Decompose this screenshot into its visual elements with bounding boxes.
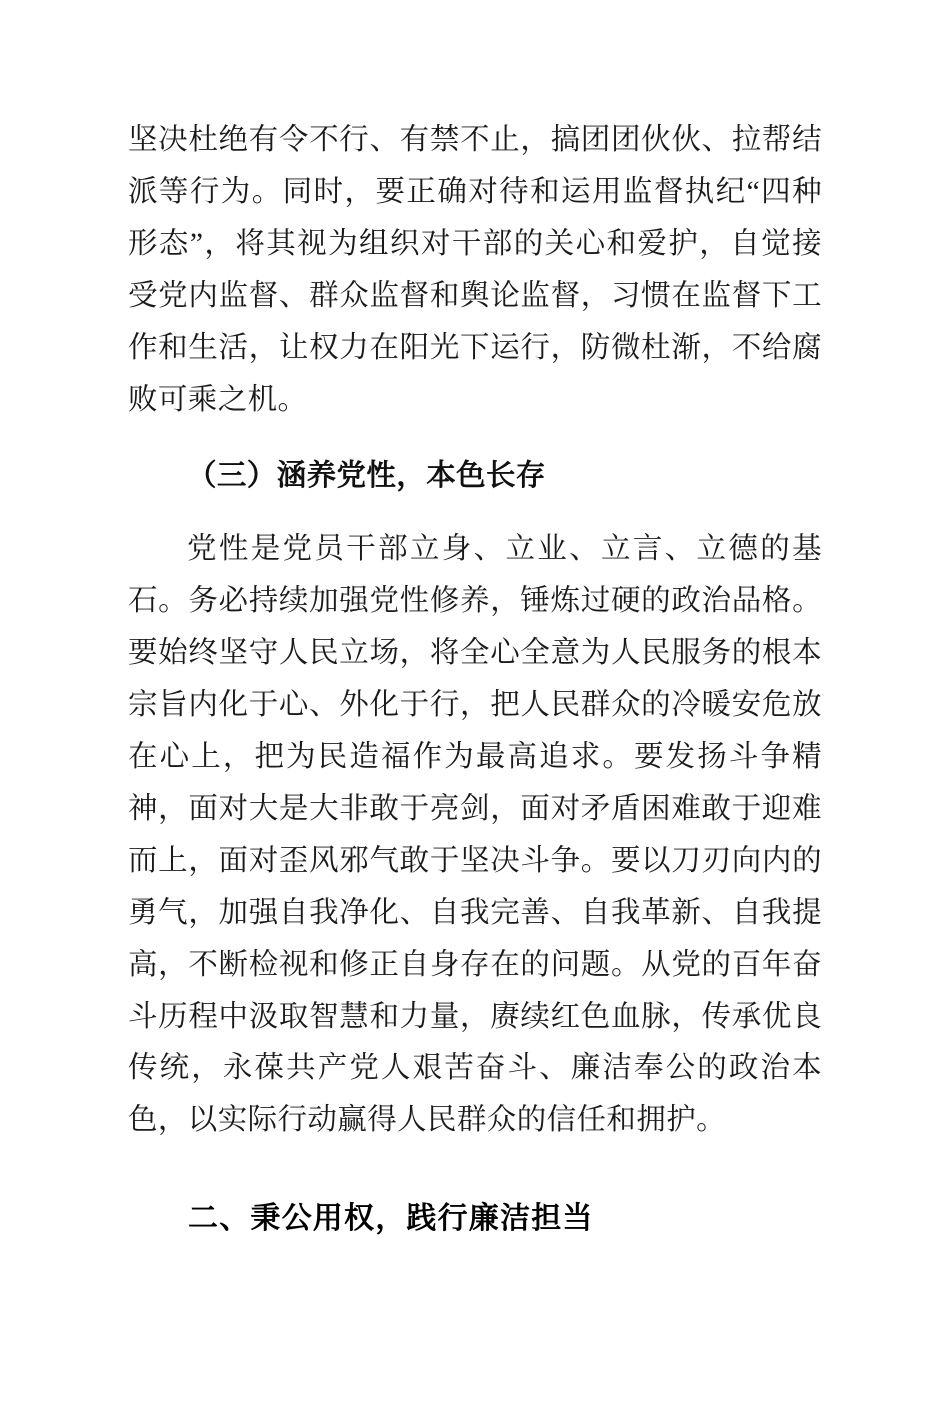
body-paragraph-1: 坚决杜绝有令不行、有禁不止，搞团团伙伙、拉帮结派等行为。同时，要正确对待和运用监督执纪“四种形态”，将其视为组织对干部的关心和爱护，自觉接受党内监督、群众监督和舆论监督，习惯在监督下工作和生活，让权力在阳光下运行，防微杜渐，不给腐败可乘之机。: [128, 124, 822, 416]
section-heading-two: 二、秉公用权，践行廉洁担当: [188, 1202, 594, 1236]
section-subheading-three: （三）涵养党性，本色长存: [187, 459, 546, 493]
body-paragraph-2: 党性是党员干部立身、立业、立言、立德的基石。务必持续加强党性修养，锤炼过硬的政治品格。要始终坚守人民立场，将全心全意为人民服务的根本宗旨内化于心、外化于行，把人民群众的冷暖安危放在心上，把为民造福作为最高追求。要发扬斗争精神，面对大是大非敢于亮剑，面对矛盾困难敢于迎难而上，面对歪风邪气敢于坚决斗争。要以刀刃向内的勇气，加强自我净化、自我完善、自我革新、自我提高，不断检视和修正自身存在的问题。从党的百年奋斗历程中汲取智慧和力量，赓续红色血脉，传承优良传统，永葆共产党人艰苦奋斗、廉洁奉公的政治本色，以实际行动赢得人民群众的信任和拥护。: [128, 533, 822, 1137]
page-bottom-margin: [128, 1246, 822, 1426]
document-body: [128, 115, 822, 1426]
